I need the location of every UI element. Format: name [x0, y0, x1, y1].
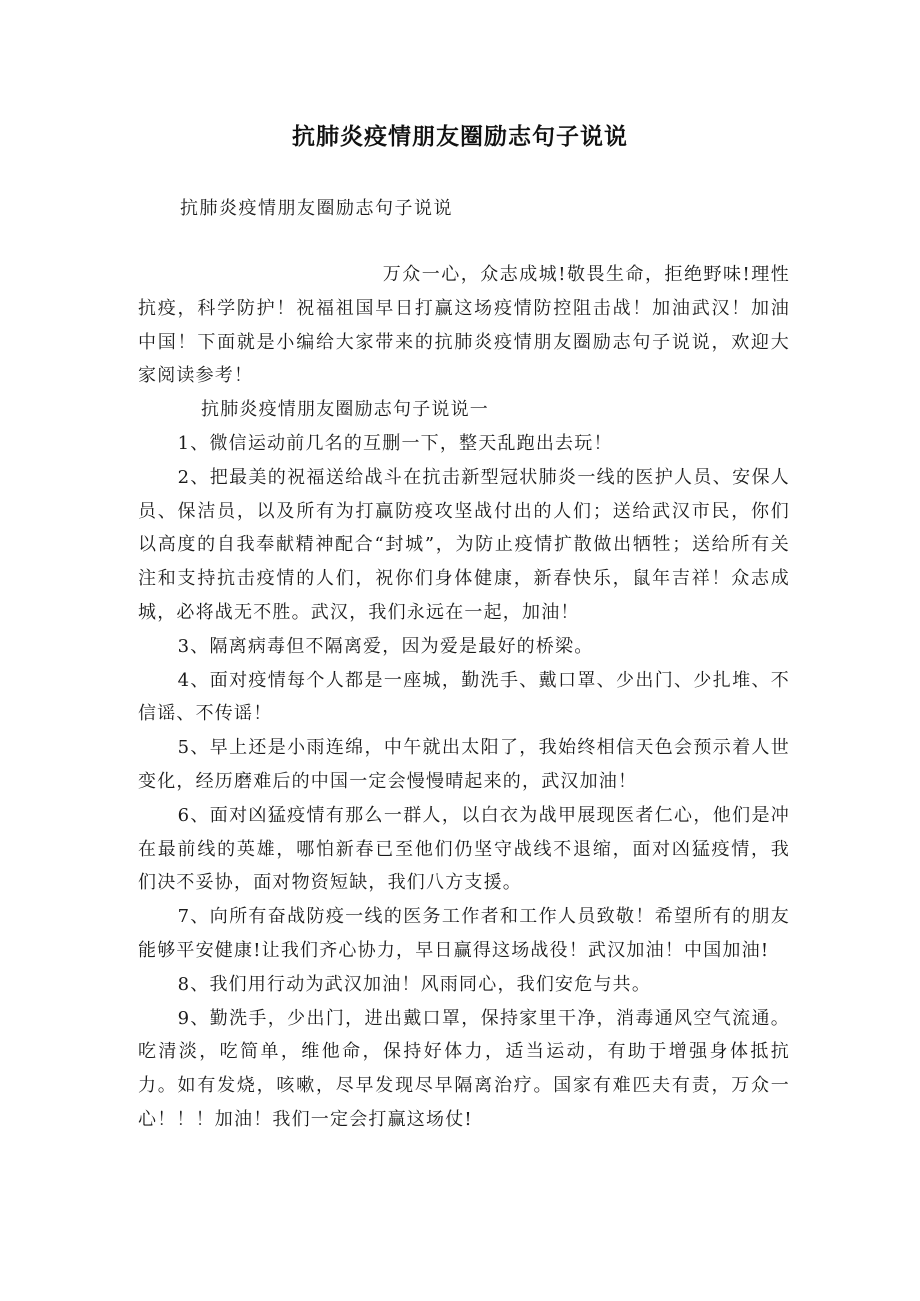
list-item: 1、微信运动前几名的互删一下，整天乱跑出去玩！ [177, 432, 613, 454]
intro-paragraph: 万众一心，众志成城!敬畏生命，拒绝野味!理性抗疫，科学防护！祝福祖国早日打赢这场疫情防控阻击战！加油武汉！加油中国！下面就是小编给大家带来的抗肺炎疫情朋友圈励志句子说说，欢迎大家阅读参考！ [138, 264, 790, 387]
list-item: 6、面对凶猛疫情有那么一群人，以白衣为战甲展现医者仁心，他们是冲在最前线的英雄，哪怕新春已至他们仍坚守战线不退缩，面对凶猛疫情，我们决不妥协，面对物资短缺，我们八方支援。 [138, 804, 790, 894]
document-subtitle: 抗肺炎疫情朋友圈励志句子说说 [180, 198, 453, 219]
list-item: 5、早上还是小雨连绵，中午就出太阳了，我始终相信天色会预示着人世变化，经历磨难后的中国一定会慢慢晴起来的，武汉加油！ [138, 737, 790, 792]
document-title: 抗肺炎疫情朋友圈励志句子说说 [292, 124, 628, 150]
document-body [138, 258, 790, 1137]
list-item: 8、我们用行动为武汉加油！风雨同心，我们安危与共。 [177, 973, 652, 995]
list-item: 9、勤洗手，少出门，进出戴口罩，保持家里干净，消毒通风空气流通。吃清淡，吃简单，维他命，保持好体力，适当运动，有助于增强身体抵抗力。如有发烧，咳嗽，尽早发现尽早隔离治疗。国家有难匹夫有责，万众一心！！！加油！我们一定会打赢这场仗! [138, 1007, 790, 1130]
list-item: 3、隔离病毒但不隔离爱，因为爱是最好的桥梁。 [177, 635, 594, 657]
list-item: 2、把最美的祝福送给战斗在抗击新型冠状肺炎一线的医护人员、安保人员、保洁员，以及所有为打赢防疫攻坚战付出的人们；送给武汉市民，你们以高度的自我奉献精神配合“封城”，为防止疫情扩散做出牺牲；送给所有关注和支持抗击疫情的人们，祝你们身体健康，新春快乐，鼠年吉祥！众志成城，必将战无不胜。武汉，我们永远在一起，加油！ [138, 466, 790, 623]
list-item: 7、向所有奋战防疫一线的医务工作者和工作人员致敬！希望所有的朋友能够平安健康!让我们齐心协力，早日赢得这场战役！武汉加油！中国加油! [138, 906, 790, 961]
list-item: 4、面对疫情每个人都是一座城，勤洗手、戴口罩、少出门、少扎堆、不信谣、不传谣！ [138, 669, 790, 725]
section-heading: 抗肺炎疫情朋友圈励志句子说说一 [201, 399, 489, 421]
